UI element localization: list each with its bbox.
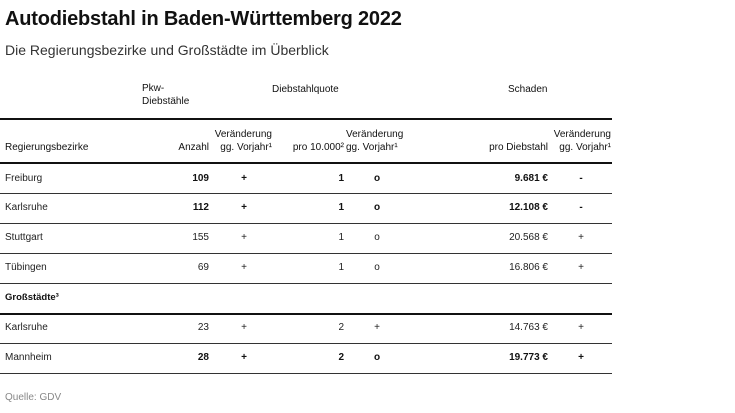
row-veraenderung-2: + [374, 322, 380, 333]
row-anzahl: 155 [192, 232, 209, 243]
row-veraenderung-3: + [578, 232, 584, 243]
row-anzahl: 109 [192, 173, 209, 184]
group-header-schaden: Schaden [508, 84, 548, 95]
row-veraenderung-2: o [373, 202, 381, 213]
row-divider [0, 283, 612, 284]
colhead-region: Regierungsbezirke [5, 142, 89, 153]
group-header-pkw: Pkw- Diebstähle [142, 83, 190, 107]
row-anzahl: 112 [192, 202, 209, 213]
colhead-pro-diebstahl: pro Diebstahl [489, 142, 548, 153]
row-name: Stuttgart [5, 232, 43, 243]
row-divider [0, 193, 612, 194]
row-veraenderung-1: + [241, 352, 247, 363]
row-name: Freiburg [5, 173, 43, 184]
row-veraenderung-3: + [578, 262, 584, 273]
colhead-veraenderung-2: Veränderung gg. Vorjahr¹ [346, 129, 404, 153]
colhead-veraenderung-1: Veränderung gg. Vorjahr¹ [214, 129, 272, 153]
row-veraenderung-2: o [374, 262, 380, 273]
table-end-rule [0, 373, 612, 374]
row-veraenderung-2: o [374, 232, 380, 243]
colhead-pro10000: pro 10.000² [292, 142, 344, 153]
row-veraenderung-3: + [578, 352, 584, 363]
row-veraenderung-1: + [241, 202, 247, 213]
row-anzahl: 69 [197, 262, 209, 273]
row-quote: 1 [338, 262, 344, 273]
row-veraenderung-1: + [241, 262, 247, 273]
row-schaden: 9.681 € [514, 173, 548, 184]
row-anzahl: 28 [197, 352, 209, 363]
header-rule-top [0, 118, 612, 120]
group-header-quote: Diebstahlquote [272, 84, 339, 95]
row-veraenderung-3: - [579, 202, 583, 213]
row-schaden: 20.568 € [509, 232, 548, 243]
row-name: Karlsruhe [5, 202, 48, 213]
row-veraenderung-1: + [241, 232, 247, 243]
row-quote: 1 [338, 173, 344, 184]
row-schaden: 19.773 € [509, 352, 548, 363]
row-veraenderung-2: o [373, 173, 381, 184]
source-note: Quelle: GDV [5, 392, 62, 403]
section-rule [0, 313, 612, 315]
chart-subtitle: Die Regierungsbezirke und Großstädte im Überblick [5, 42, 329, 58]
row-divider [0, 343, 612, 344]
row-schaden: 14.763 € [509, 322, 548, 333]
row-quote: 1 [338, 232, 344, 243]
row-quote: 1 [338, 202, 344, 213]
row-name: Tübingen [5, 262, 47, 273]
colhead-veraenderung-3: Veränderung gg. Vorjahr¹ [553, 129, 611, 153]
row-veraenderung-1: + [241, 322, 247, 333]
row-schaden: 16.806 € [509, 262, 548, 273]
row-name: Karlsruhe [5, 322, 48, 333]
section-grossstaedte: Großstädte³ [5, 292, 59, 303]
row-anzahl: 23 [197, 322, 209, 333]
row-veraenderung-3: + [578, 322, 584, 333]
row-name: Mannheim [5, 352, 52, 363]
row-divider [0, 253, 612, 254]
colhead-anzahl: Anzahl [178, 142, 209, 153]
row-quote: 2 [338, 352, 344, 363]
row-veraenderung-3: - [579, 173, 583, 184]
row-veraenderung-1: + [241, 173, 247, 184]
header-rule-bottom [0, 162, 612, 164]
row-quote: 2 [338, 322, 344, 333]
chart-title: Autodiebstahl in Baden-Württemberg 2022 [5, 8, 402, 30]
row-divider [0, 223, 612, 224]
row-schaden: 12.108 € [509, 202, 548, 213]
row-veraenderung-2: o [373, 352, 381, 363]
